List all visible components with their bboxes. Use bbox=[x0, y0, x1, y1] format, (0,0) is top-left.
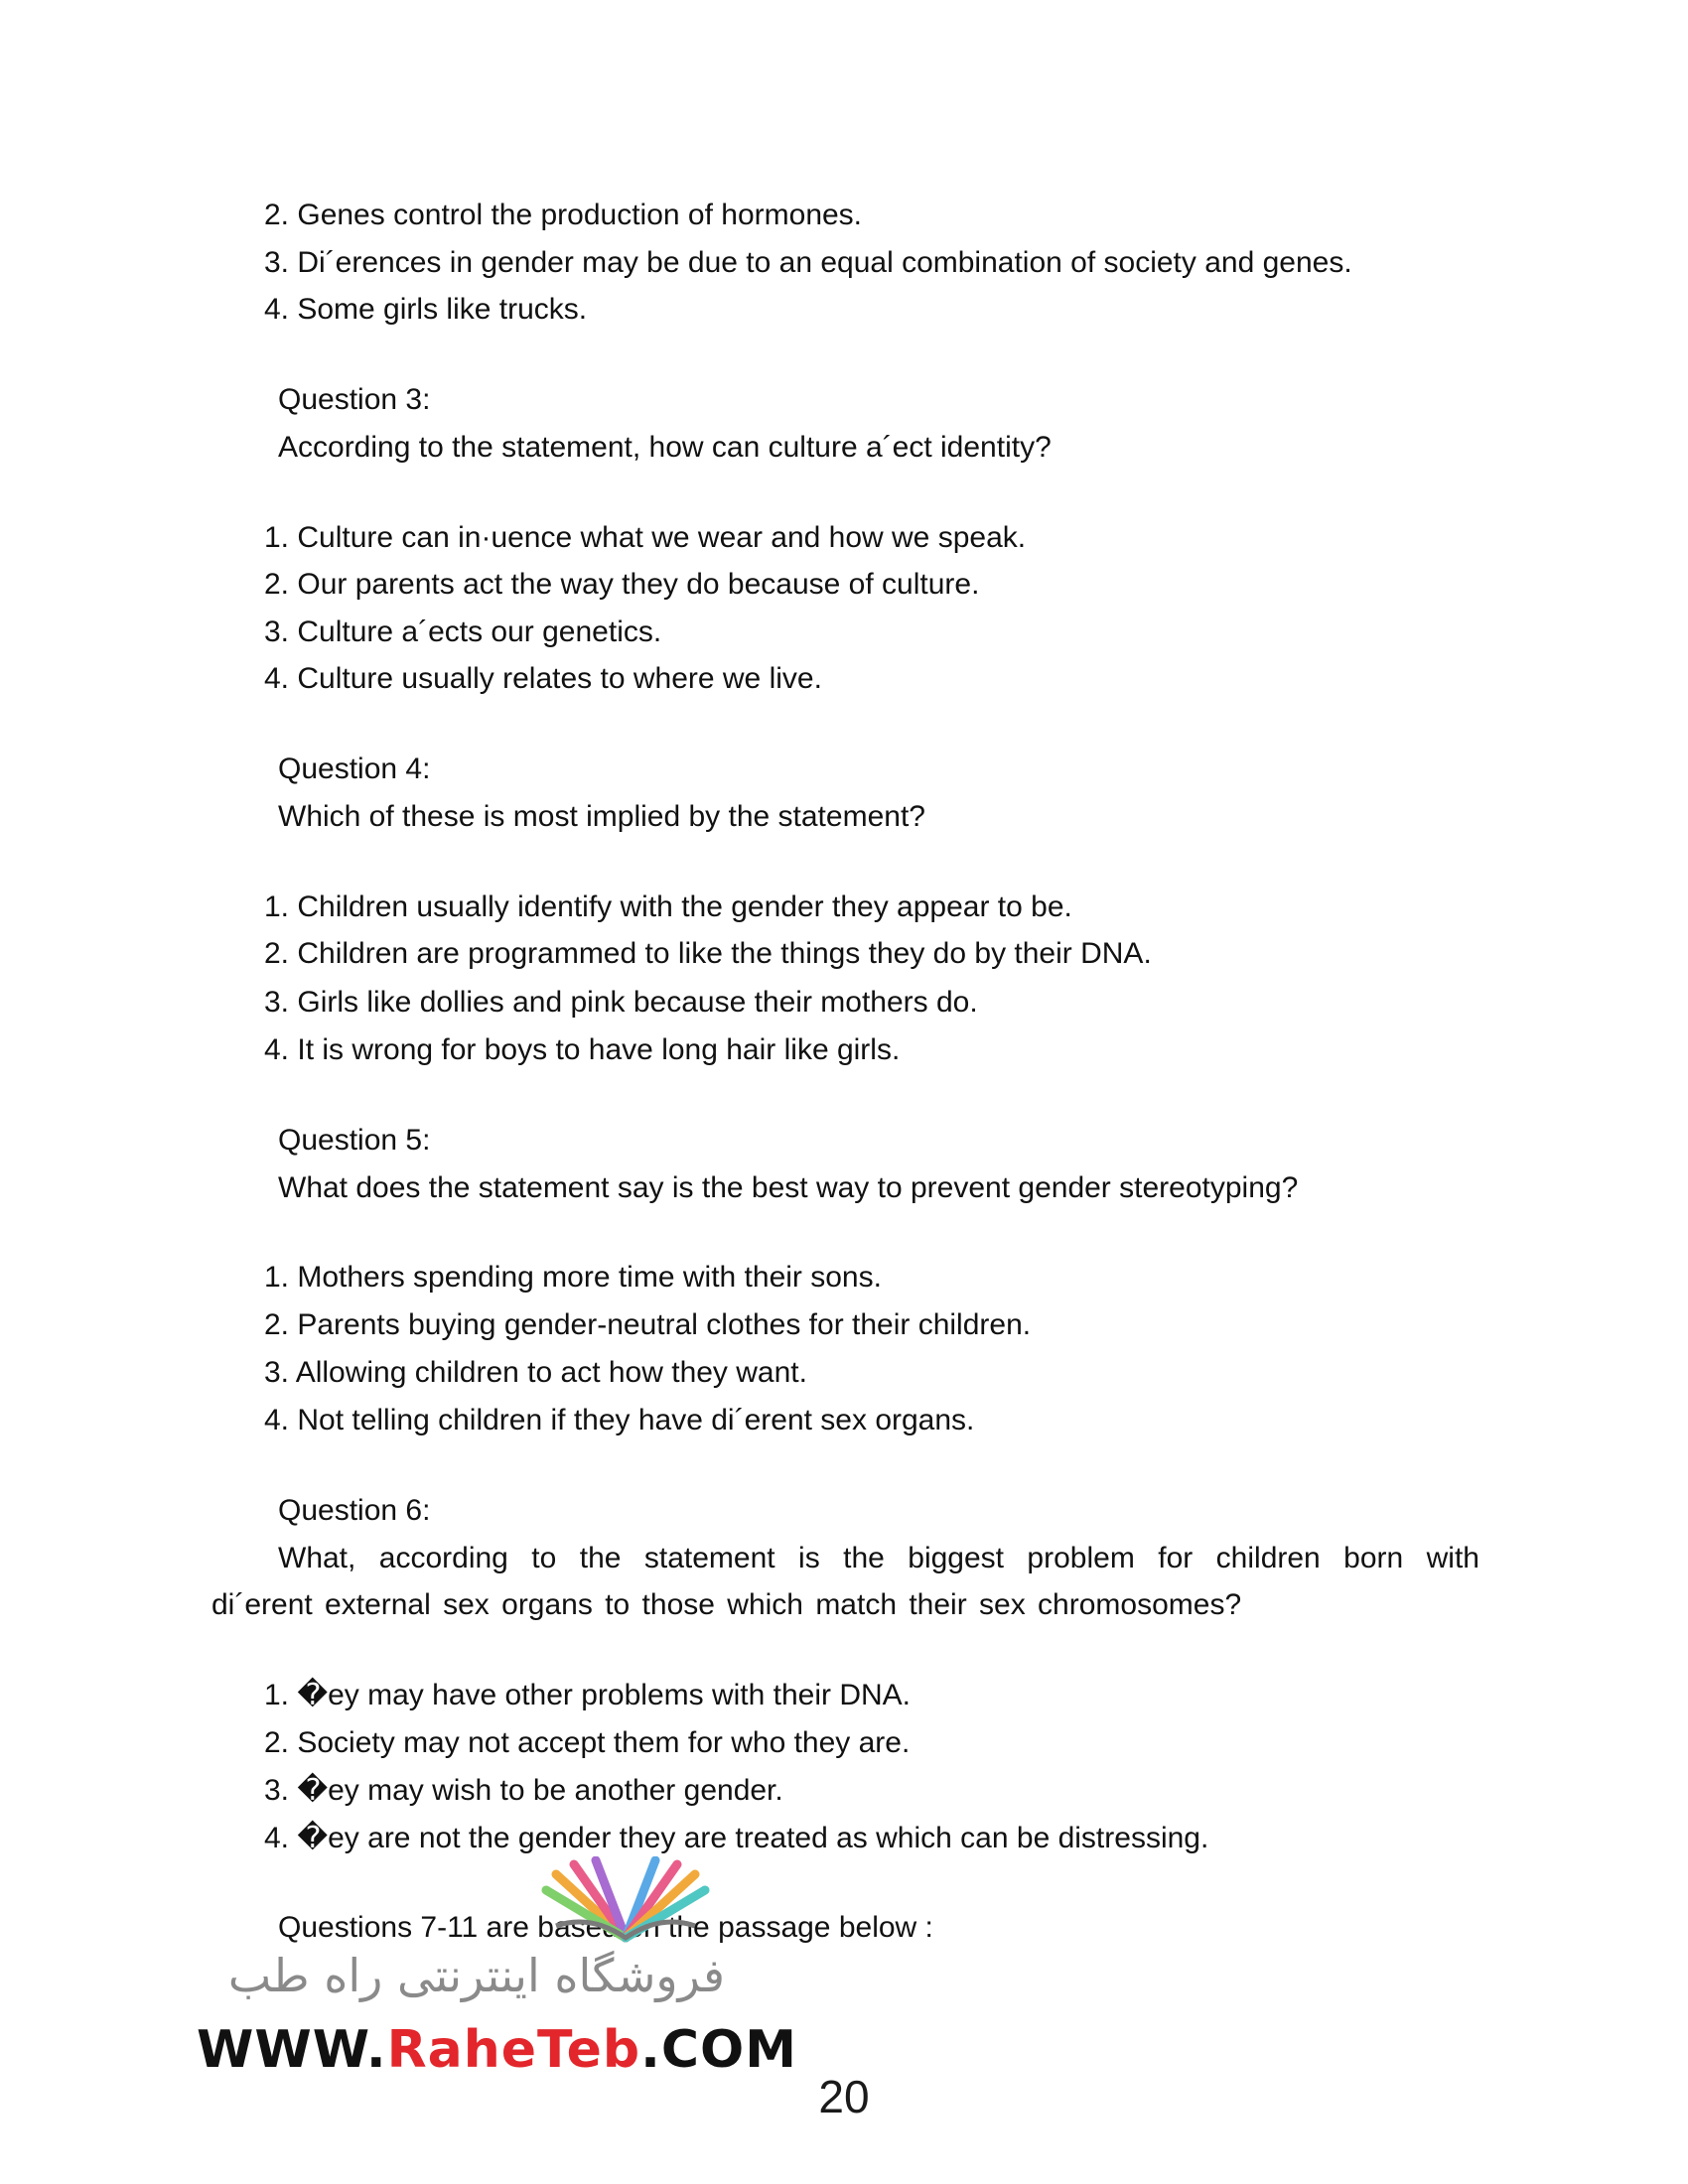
option-item: 4. It is wrong for boys to have long hair like girls. bbox=[264, 1033, 901, 1066]
option-item: 2. Children are programmed to like the things they do by their DNA. bbox=[264, 937, 1152, 970]
option-item: 2. Our parents act the way they do because of culture. bbox=[264, 568, 980, 601]
option-item: 1. Children usually identify with the gender they appear to be. bbox=[264, 890, 1072, 923]
option-item: 4. Not telling children if they have di´erent sex organs. bbox=[264, 1404, 975, 1436]
question-text: According to the statement, how can culture a´ect identity? bbox=[278, 431, 1052, 464]
option-item: 1. Mothers spending more time with their sons. bbox=[264, 1261, 882, 1294]
watermark-url-prefix: WWW. bbox=[197, 2020, 387, 2080]
question-text: What, according to the statement is the biggest problem for children born with bbox=[278, 1542, 1479, 1574]
option-item: 2. Parents buying gender-neutral clothes for their children. bbox=[264, 1308, 1032, 1341]
question-heading: Question 5: bbox=[278, 1124, 431, 1157]
question-heading: Question 6: bbox=[278, 1494, 431, 1527]
question-heading: Question 3: bbox=[278, 383, 431, 416]
option-item: 4. �ey are not the gender they are treated as which can be distressing. bbox=[264, 1822, 1209, 1854]
option-item: 4. Some girls like trucks. bbox=[264, 293, 588, 326]
question-text-continued: di´erent external sex organs to those which match their sex chromosomes? bbox=[211, 1588, 1242, 1621]
option-item: 2. Genes control the production of hormones. bbox=[264, 199, 863, 231]
option-item: 1. Culture can in·uence what we wear and how we speak. bbox=[264, 521, 1027, 554]
watermark-url-suffix: .COM bbox=[640, 2020, 797, 2080]
option-item: 3. Di´erences in gender may be due to an equal combination of society and genes. bbox=[264, 246, 1352, 279]
book-logo-icon bbox=[526, 1856, 725, 1946]
question-heading: Question 4: bbox=[278, 752, 431, 785]
question-text: What does the statement say is the best way to prevent gender stereotyping? bbox=[278, 1171, 1299, 1204]
option-item: 3. �ey may wish to be another gender. bbox=[264, 1774, 783, 1807]
page-number: 20 bbox=[818, 2071, 870, 2122]
passage-intro: Questions 7-11 are based on the passage below : bbox=[278, 1911, 933, 1944]
option-item: 1. �ey may have other problems with their DNA. bbox=[264, 1679, 912, 1711]
option-item: 3. Allowing children to act how they want. bbox=[264, 1356, 807, 1389]
option-item: 4. Culture usually relates to where we live. bbox=[264, 662, 822, 695]
question-text: Which of these is most implied by the statement? bbox=[278, 800, 925, 833]
option-item: 3. Culture a´ects our genetics. bbox=[264, 615, 662, 648]
option-item: 2. Society may not accept them for who they are. bbox=[264, 1726, 911, 1759]
option-item: 3. Girls like dollies and pink because their mothers do. bbox=[264, 986, 978, 1019]
watermark-url-brand: RaheTeb bbox=[386, 2020, 641, 2080]
watermark-persian-text: فروشگاه اینترنتی راه طب bbox=[227, 1949, 725, 2002]
